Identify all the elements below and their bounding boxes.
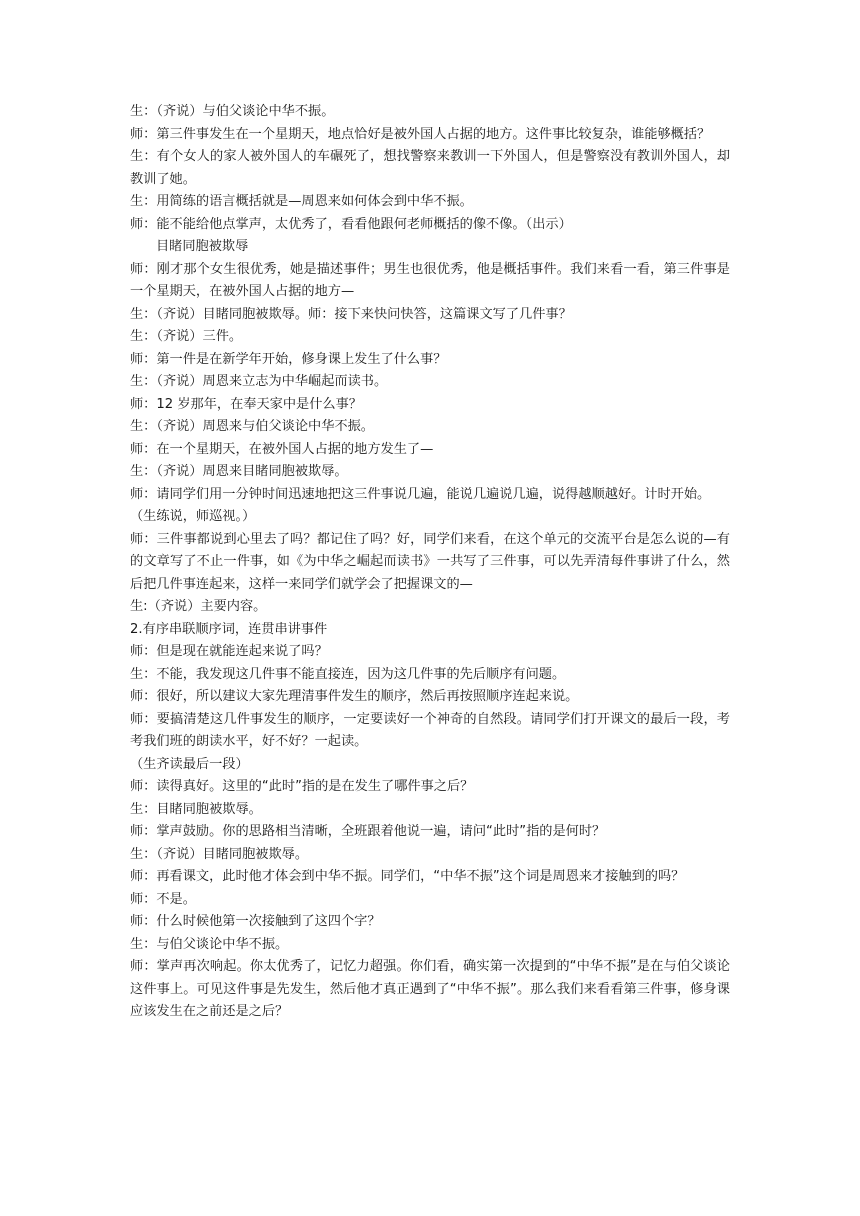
paragraph: 生：（齐说）目睹同胞被欺辱。师：接下来快问快答，这篇课文写了几件事？ <box>130 306 572 322</box>
indented-paragraph: 目睹同胞被欺辱 <box>156 239 249 254</box>
paragraph: 生：不能，我发现这几件事不能直接连，因为这几件事的先后顺序有问题。 <box>130 666 566 682</box>
paragraph: （生齐读最后一段） <box>130 756 249 772</box>
paragraph: 生：（齐说）周恩来立志为中华崛起而读书。 <box>130 374 388 389</box>
paragraph: 师：在一个星期天，在被外国人占据的地方发生了— <box>130 441 434 457</box>
paragraph: 师：读得真好。这里的“此时”指的是在发生了哪件事之后？ <box>130 779 474 794</box>
paragraph: 师：第三件事发生在一个星期天，地点恰好是被外国人占据的地方。这件事比较复杂，谁能够概括？ <box>130 126 711 142</box>
paragraph: 师：但是现在就能连起来说了吗？ <box>130 644 328 659</box>
paragraph: 生：（齐说）三件。 <box>130 329 243 344</box>
paragraph: 师：请同学们用一分钟时间迅速地把这三件事说几遍，能说几遍说几遍，说得越顺越好。计时开始。 <box>130 486 711 502</box>
paragraph: 师：第一件是在新学年开始，修身课上发生了什么事？ <box>130 351 447 367</box>
paragraph: 师：很好，所以建议大家先理清事件发生的顺序，然后再按照顺序连起来说。 <box>130 689 579 704</box>
paragraph: 师：不是。 <box>130 891 196 907</box>
paragraph: 生：（齐说）周恩来目睹同胞被欺辱。 <box>130 464 348 479</box>
paragraph: 生：有个女人的家人被外国人的车碾死了，想找警察来教训一下外国人，但是警察没有教训外国人，却教训了她。 <box>130 149 730 187</box>
paragraph: 师：能不能给他点掌声，太优秀了，看看他跟何老师概括的像不像。（出示） <box>130 216 572 232</box>
paragraph: 师：再看课文，此时他才体会到中华不振。同学们，“中华不振”这个词是周恩来才接触到的吗？ <box>130 869 685 884</box>
paragraph: （生练说，师巡视。） <box>130 509 256 524</box>
paragraph: 师：掌声再次响起。你太优秀了，记忆力超强。你们看，确实第一次提到的“中华不振”是在与伯父谈论这件事上。可见这件事是先发生，然后他才真正遇到了“中华不振”。那么我们来看看第三件事，修身课应该发生在之前还是之后？ <box>130 959 730 1019</box>
paragraph: 生：（齐说）目睹同胞被欺辱。 <box>130 846 309 862</box>
paragraph: 生：（齐说）与伯父谈论中华不振。 <box>130 104 335 119</box>
paragraph: 师：掌声鼓励。你的思路相当清晰，全班跟着他说一遍，请问“此时”指的是何时？ <box>130 824 606 839</box>
paragraph: 师：12 岁那年，在奉天家中是什么事？ <box>130 396 362 412</box>
paragraph: 生：与伯父谈论中华不振。 <box>130 936 289 952</box>
paragraph: 生：（齐说）周恩来与伯父谈论中华不振。 <box>130 419 374 434</box>
paragraph: 生:（齐说）主要内容。 <box>130 599 267 614</box>
paragraph: 师：什么时候他第一次接触到了这四个字？ <box>130 914 381 929</box>
paragraph: 师：刚才那个女生很优秀，她是描述事件；男生也很优秀，他是概括事件。我们来看一看，第三件事是一个星期天，在被外国人占据的地方— <box>130 261 730 299</box>
paragraph: 生：目睹同胞被欺辱。 <box>130 801 262 817</box>
paragraph: 师：要搞清楚这几件事发生的顺序，一定要读好一个神奇的自然段。请同学们打开课文的最后一段，考考我们班的朗读水平，好不好？一起读。 <box>130 711 730 749</box>
paragraph: 师：三件事都说到心里去了吗？都记住了吗？好，同学们来看，在这个单元的交流平台是怎么说的—有的文章写了不止一件事，如《为中华之崛起而读书》一共写了三件事，可以先弄清每件事讲了什么，然后把几件事连起来，这样一来同学们就学会了把握课文的— <box>130 531 730 592</box>
paragraph: 2.有序串联顺序词，连贯串讲事件 <box>130 621 328 637</box>
document-body <box>130 101 730 1024</box>
paragraph: 生：用简练的语言概括就是—周恩来如何体会到中华不振。 <box>130 194 473 209</box>
